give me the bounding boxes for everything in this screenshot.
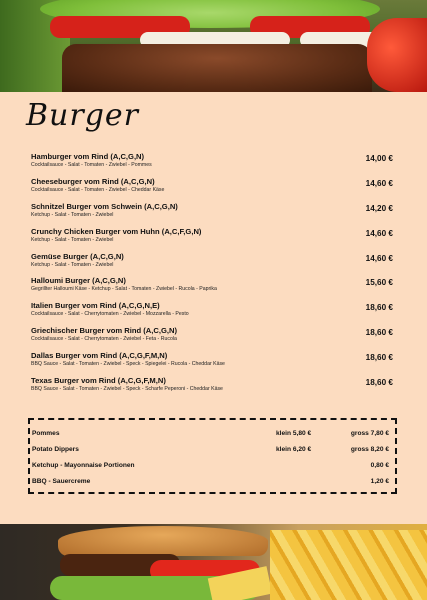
page-title: Burger (26, 98, 140, 133)
menu-item-name: Cheeseburger vom Rind (A,C,G,N) (31, 176, 155, 186)
menu-item-description: Ketchup - Salat - Tomaten - Zwiebel (31, 211, 114, 218)
menu-item (31, 177, 397, 202)
side-item-small-price: klein 6,20 € (276, 446, 312, 453)
menu-item-description: Cocktailsauce - Salat - Cherrytomaten - Zwiebel - Feta - Rucola (31, 336, 177, 343)
side-item-large-price: gross 7,80 € (350, 430, 389, 437)
menu-item (31, 276, 397, 301)
menu-item (31, 376, 397, 401)
menu-item-description: BBQ Sauce - Salat - Tomaten - Zwiebel - Speck - Scharfe Peperoni - Cheddar Käse (31, 386, 223, 393)
side-item (32, 446, 389, 458)
menu-item-price: 14,60 € (365, 178, 393, 188)
menu-item-description: Ketchup - Salat - Tomaten - Zwiebel (31, 261, 114, 268)
menu-item-name: Hamburger vom Rind (A,C,G,N) (31, 152, 145, 161)
menu-item-price: 18,60 € (365, 328, 393, 338)
header-burger-photo (0, 0, 427, 92)
menu-item (31, 301, 397, 326)
side-item (32, 462, 389, 474)
menu-item-price: 14,20 € (365, 203, 393, 213)
menu-item-name: Griechischer Burger vom Rind (A,C,G,N) (31, 326, 177, 336)
side-item-name: Potato Dippers (32, 446, 79, 453)
menu-item-price: 14,00 € (365, 154, 393, 163)
menu-item-price: 18,60 € (365, 303, 393, 313)
photo-fries (270, 530, 427, 600)
side-item-name: Pommes (32, 430, 60, 437)
menu-item-price: 18,60 € (365, 353, 393, 363)
menu-item-description: Cocktailsauce - Salat - Tomaten - Zwiebel - Pommes (31, 162, 152, 168)
menu-item (31, 252, 397, 277)
side-item-small-price: klein 5,80 € (276, 430, 312, 437)
menu-item-name: Halloumi Burger (A,C,G,N) (31, 276, 126, 286)
menu-item (31, 227, 397, 252)
side-item-large-price: 1,20 € (370, 478, 389, 485)
photo-bun (58, 526, 268, 556)
menu-item-description: Ketchup - Salat - Tomaten - Zwiebel (31, 236, 114, 243)
menu-item (31, 202, 397, 227)
photo-patty (62, 44, 372, 92)
menu-item-description: BBQ Sauce - Salat - Tomaten - Zwiebel - Speck - Spiegelei - Rucola - Cheddar Käse (31, 361, 225, 368)
side-item-large-price: gross 8,20 € (350, 446, 389, 453)
menu-item (31, 152, 397, 177)
menu-item-name: Italien Burger vom Rind (A,C,G,N,E) (31, 301, 160, 311)
burger-menu-list (31, 152, 397, 401)
menu-item-name: Dallas Burger vom Rind (A,C,G,F,M,N) (31, 351, 168, 361)
menu-item-price: 14,60 € (365, 228, 393, 238)
menu-item-description: Cocktailsauce - Salat - Tomaten - Zwiebel - Cheddar Käse (31, 186, 165, 193)
menu-item (31, 351, 397, 376)
sides-box (28, 418, 397, 494)
menu-item-name: Crunchy Chicken Burger vom Huhn (A,C,F,G,N) (31, 226, 202, 236)
menu-item-name: Gemüse Burger (A,C,G,N) (31, 251, 124, 261)
menu-item-name: Schnitzel Burger vom Schwein (A,C,G,N) (31, 201, 178, 211)
side-item-name: Ketchup - Mayonnaise Portionen (32, 462, 135, 469)
menu-item-description: Gegrillter Halloumi Käse - Ketchup - Salat - Tomaten - Zwiebel - Rucola - Paprika (31, 286, 217, 293)
side-item-name: BBQ - Sauercreme (32, 478, 91, 485)
photo-tomato-side (367, 18, 427, 92)
side-item (32, 430, 389, 442)
menu-item-name: Texas Burger vom Rind (A,C,G,F,M,N) (31, 376, 166, 386)
menu-item-price: 14,60 € (365, 253, 393, 263)
side-item (32, 478, 389, 490)
menu-item (31, 326, 397, 351)
menu-item-description: Cocktailsauce - Salat - Cherrytomaten - Zwiebel - Mozzarella - Pesto (31, 311, 189, 318)
side-item-large-price: 0,80 € (370, 462, 389, 469)
menu-item-price: 15,60 € (365, 278, 393, 288)
menu-item-price: 18,60 € (365, 378, 393, 388)
footer-burger-fries-photo (0, 524, 427, 600)
